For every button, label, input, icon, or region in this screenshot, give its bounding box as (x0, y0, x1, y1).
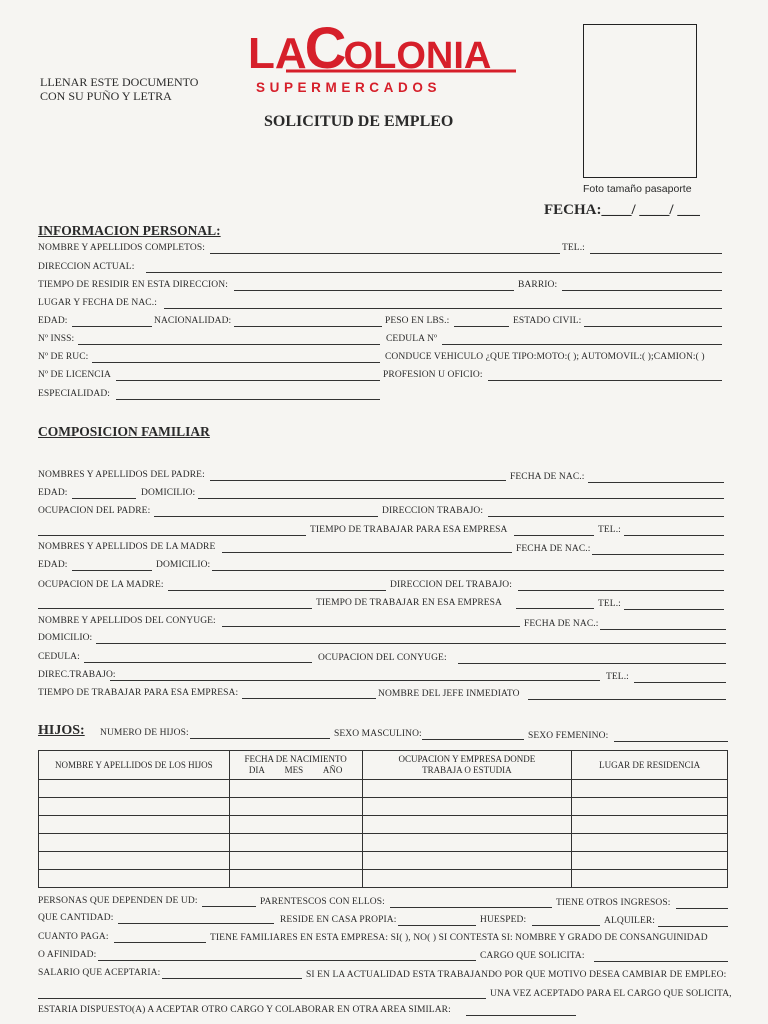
label-alquiler: ALQUILER: (604, 916, 656, 926)
table-cell[interactable] (39, 780, 230, 798)
label-dispuesto: ESTARIA DISPUESTO(A) A ACEPTAR OTRO CARGO Y COLABORAR EN OTRA AREA SIMILAR: (38, 1005, 451, 1015)
label-reside: RESIDE EN CASA PROPIA: (280, 915, 397, 925)
label-direccion: DIRECCION ACTUAL: (38, 262, 135, 272)
input-licencia[interactable] (116, 380, 380, 381)
input-especialidad[interactable] (116, 399, 380, 400)
label-padre-nombre: NOMBRES Y APELLIDOS DEL PADRE: (38, 470, 205, 480)
col-fecha-bottom: DIA MES AÑO (248, 765, 343, 775)
input-parentescos[interactable] (390, 907, 552, 908)
input-ocupacion-conyuge[interactable] (458, 663, 726, 664)
input-conyuge-nombre[interactable] (222, 626, 520, 627)
input-conyuge-direc-trabajo[interactable] (110, 680, 600, 681)
label-madre-nombre: NOMBRES Y APELLIDOS DE LA MADRE (38, 542, 216, 552)
col-ocupacion-top: OCUPACION Y EMPRESA DONDE (398, 754, 536, 764)
input-lugar-fecha[interactable] (164, 308, 722, 309)
table-cell[interactable] (229, 834, 362, 852)
col-nombre-hijos: NOMBRE Y APELLIDOS DE LOS HIJOS (39, 751, 230, 780)
input-cedula[interactable] (442, 344, 722, 345)
label-huesped: HUESPED: (480, 915, 527, 925)
table-cell[interactable] (229, 816, 362, 834)
input-reside[interactable] (398, 925, 476, 926)
input-ocupacion-madre[interactable] (168, 590, 386, 591)
input-padre-direccion-trabajo[interactable] (488, 516, 724, 517)
col-fecha-top: FECHA DE NACIMIENTO (244, 754, 347, 764)
input-personas-dependen[interactable] (202, 906, 256, 907)
input-madre-fecha-nac[interactable] (592, 554, 724, 555)
label-padre-domicilio: DOMICILIO: (141, 488, 196, 498)
table-cell[interactable] (39, 852, 230, 870)
hijos-table-header (39, 751, 728, 780)
label-peso: PESO EN LBS.: (385, 316, 450, 326)
input-que-cantidad[interactable] (118, 923, 274, 924)
input-peso[interactable] (454, 326, 509, 327)
table-cell[interactable] (39, 870, 230, 888)
input-madre-extra[interactable] (38, 608, 312, 609)
col-ocupacion (362, 751, 572, 780)
input-jefe[interactable] (528, 699, 726, 700)
table-cell[interactable] (39, 834, 230, 852)
label-madre-edad: EDAD: (38, 560, 68, 570)
label-padre-tiempo: TIEMPO DE TRABAJAR PARA ESA EMPRESA (310, 525, 508, 535)
input-sexo-masculino[interactable] (422, 739, 524, 740)
photo-caption: Foto tamaño pasaporte (583, 183, 692, 195)
table-cell[interactable] (572, 870, 728, 888)
label-padre-tel: TEL.: (598, 525, 621, 535)
label-conyuge-cedula: CEDULA: (38, 652, 80, 662)
input-madre-tel[interactable] (624, 609, 724, 610)
table-cell[interactable] (362, 780, 572, 798)
label-sexo-femenino: SEXO FEMENINO: (528, 731, 609, 741)
table-cell[interactable] (572, 834, 728, 852)
input-padre-tel[interactable] (624, 535, 724, 536)
input-madre-domicilio[interactable] (212, 570, 724, 571)
table-row (39, 870, 728, 888)
table-cell[interactable] (229, 780, 362, 798)
label-conyuge-nombre: NOMBRE Y APELLIDOS DEL CONYUGE: (38, 616, 216, 626)
input-profesion[interactable] (488, 380, 722, 381)
label-conyuge-tiempo: TIEMPO DE TRABAJAR PARA ESA EMPRESA: (38, 688, 239, 698)
table-cell[interactable] (229, 852, 362, 870)
instruction-line-2: CON SU PUÑO Y LETRA (40, 89, 172, 103)
input-direccion[interactable] (146, 272, 722, 273)
label-nombre: NOMBRE Y APELLIDOS COMPLETOS: (38, 243, 205, 253)
label-que-cantidad: QUE CANTIDAD: (38, 913, 114, 923)
col-ocupacion-bottom: TRABAJA O ESTUDIA (422, 765, 512, 775)
input-conyuge-fecha-nac[interactable] (600, 629, 726, 630)
table-row (39, 834, 728, 852)
label-actualidad: SI EN LA ACTUALIDAD ESTA TRABAJANDO POR QUE MOTIVO DESEA CAMBIAR DE EMPLEO: (306, 970, 727, 980)
label-parentescos: PARENTESCOS CON ELLOS: (260, 897, 385, 907)
input-cuanto-paga[interactable] (114, 942, 206, 943)
label-profesion: PROFESION U OFICIO: (383, 370, 483, 380)
label-licencia: Nº DE LICENCIA (38, 370, 111, 380)
label-tiempo-residir: TIEMPO DE RESIDIR EN ESTA DIRECCION: (38, 280, 228, 290)
input-madre-nombre[interactable] (222, 552, 512, 553)
logo-subtitle: SUPERMERCADOS (256, 80, 442, 95)
input-ocupacion-padre[interactable] (154, 516, 378, 517)
input-inss[interactable] (78, 344, 380, 345)
label-madre-fecha-nac: FECHA DE NAC.: (516, 544, 591, 554)
input-ruc[interactable] (92, 362, 380, 363)
label-especialidad: ESPECIALIDAD: (38, 389, 111, 399)
label-madre-tiempo: TIEMPO DE TRABAJAR EN ESA EMPRESA (316, 598, 503, 608)
input-tiempo-residir[interactable] (234, 290, 514, 291)
input-padre-nombre[interactable] (210, 480, 506, 481)
col-fecha-nacimiento (229, 751, 362, 780)
input-cargo[interactable] (594, 961, 728, 962)
instruction-line-1: LLENAR ESTE DOCUMENTO (40, 75, 199, 89)
input-nombre[interactable] (210, 253, 560, 254)
photo-box[interactable] (583, 24, 697, 178)
input-madre-edad[interactable] (72, 570, 152, 571)
label-lugar-fecha: LUGAR Y FECHA DE NAC.: (38, 298, 157, 308)
label-numero-hijos: NUMERO DE HIJOS: (100, 728, 189, 738)
table-cell[interactable] (362, 834, 572, 852)
input-sexo-femenino[interactable] (614, 741, 728, 742)
section-familia-heading: COMPOSICION FAMILIAR (38, 424, 210, 439)
table-cell[interactable] (39, 816, 230, 834)
input-conyuge-cedula[interactable] (84, 662, 312, 663)
input-numero-hijos[interactable] (190, 738, 330, 739)
input-motivo-cambio[interactable] (38, 998, 486, 999)
label-ocupacion-padre: OCUPACION DEL PADRE: (38, 506, 151, 516)
label-barrio: BARRIO: (518, 280, 558, 290)
input-padre-domicilio[interactable] (198, 498, 724, 499)
input-estado-civil[interactable] (584, 326, 722, 327)
col-lugar-residencia: LUGAR DE RESIDENCIA (572, 751, 728, 780)
label-nacionalidad: NACIONALIDAD: (154, 316, 232, 326)
table-cell[interactable] (362, 870, 572, 888)
input-conyuge-tel[interactable] (634, 682, 726, 683)
table-cell[interactable] (362, 852, 572, 870)
label-estado-civil: ESTADO CIVIL: (513, 316, 582, 326)
table-cell[interactable] (572, 852, 728, 870)
table-row (39, 798, 728, 816)
label-jefe: NOMBRE DEL JEFE INMEDIATO (378, 689, 520, 699)
label-madre-tel: TEL.: (598, 599, 621, 609)
input-afinidad[interactable] (98, 960, 476, 961)
label-padre-direccion-trabajo: DIRECCION TRABAJO: (382, 506, 484, 516)
label-padre-fecha-nac: FECHA DE NAC.: (510, 472, 585, 482)
label-cedula: CEDULA Nº (386, 334, 438, 344)
label-madre-domicilio: DOMICILIO: (156, 560, 211, 570)
input-conyuge-tiempo[interactable] (242, 698, 376, 699)
label-madre-direccion-trabajo: DIRECCION DEL TRABAJO: (390, 580, 513, 590)
page-title: SOLICITUD DE EMPLEO (264, 113, 454, 130)
label-aceptado: UNA VEZ ACEPTADO PARA EL CARGO QUE SOLICITA, (490, 989, 732, 999)
label-tel: TEL.: (562, 243, 585, 253)
label-ruc: Nº DE RUC: (38, 352, 89, 362)
table-cell[interactable] (362, 798, 572, 816)
table-cell[interactable] (362, 816, 572, 834)
label-conyuge-fecha-nac: FECHA DE NAC.: (524, 619, 599, 629)
input-tel[interactable] (590, 253, 722, 254)
table-row (39, 780, 728, 798)
label-cuanto-paga: CUANTO PAGA: (38, 932, 109, 942)
label-padre-edad: EDAD: (38, 488, 68, 498)
table-row (39, 852, 728, 870)
label-personas-dependen: PERSONAS QUE DEPENDEN DE UD: (38, 896, 198, 906)
input-padre-fecha-nac[interactable] (588, 482, 724, 483)
table-cell[interactable] (572, 816, 728, 834)
input-madre-tiempo[interactable] (516, 608, 594, 609)
input-padre-extra[interactable] (38, 535, 306, 536)
input-salario[interactable] (162, 978, 302, 979)
label-inss: Nº INSS: (38, 334, 75, 344)
label-ocupacion-madre: OCUPACION DE LA MADRE: (38, 580, 164, 590)
table-cell[interactable] (229, 870, 362, 888)
table-cell[interactable] (572, 798, 728, 816)
logo-text: LACOLONIA (248, 18, 492, 78)
input-huesped[interactable] (532, 925, 600, 926)
input-padre-edad[interactable] (72, 498, 136, 499)
section-personal-heading: INFORMACION PERSONAL: (38, 223, 221, 238)
label-ocupacion-conyuge: OCUPACION DEL CONYUGE: (318, 653, 447, 663)
hijos-table (38, 750, 728, 888)
table-cell[interactable] (39, 798, 230, 816)
instructions (40, 75, 198, 103)
label-cargo: CARGO QUE SOLICITA: (480, 951, 585, 961)
input-nacionalidad[interactable] (234, 326, 382, 327)
label-conduce: CONDUCE VEHICULO ¿QUE TIPO:MOTO:( ); AUTOMOVIL:( );CAMION:( ) (385, 352, 705, 362)
label-familiares: TIENE FAMILIARES EN ESTA EMPRESA: SI( ), NO( ) SI CONTESTA SI: NOMBRE Y GRADO DE CONSANGUINIDAD (210, 933, 708, 943)
fecha-field[interactable]: FECHA:____/ ____/ ___ (544, 202, 700, 218)
input-padre-tiempo[interactable] (514, 535, 594, 536)
table-cell[interactable] (229, 798, 362, 816)
input-madre-direccion-trabajo[interactable] (518, 590, 724, 591)
label-sexo-masculino: SEXO MASCULINO: (334, 729, 422, 739)
la-colonia-logo (248, 18, 520, 78)
label-edad: EDAD: (38, 316, 68, 326)
input-edad[interactable] (72, 326, 152, 327)
label-conyuge-tel: TEL.: (606, 672, 629, 682)
label-afinidad: O AFINIDAD: (38, 950, 97, 960)
input-dispuesto[interactable] (466, 1015, 576, 1016)
input-alquiler[interactable] (658, 926, 728, 927)
input-otros-ingresos[interactable] (676, 908, 728, 909)
label-otros-ingresos: TIENE OTROS INGRESOS: (556, 898, 671, 908)
label-salario: SALARIO QUE ACEPTARIA: (38, 968, 161, 978)
table-cell[interactable] (572, 780, 728, 798)
input-barrio[interactable] (562, 290, 722, 291)
section-hijos-heading: HIJOS: (38, 723, 85, 738)
table-row (39, 816, 728, 834)
label-conyuge-direc-trabajo: DIREC.TRABAJO: (38, 670, 116, 680)
input-conyuge-domicilio[interactable] (96, 643, 726, 644)
label-conyuge-domicilio: DOMICILIO: (38, 633, 93, 643)
